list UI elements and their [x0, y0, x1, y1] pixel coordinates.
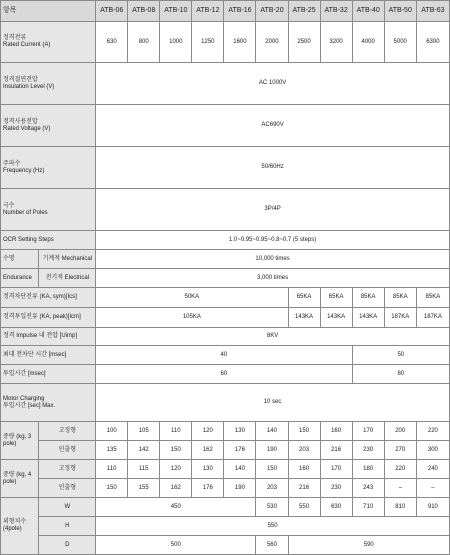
rated-current-value: 1000: [160, 22, 192, 63]
weight-4p-draw-value: 216: [288, 479, 320, 498]
dimension-h-row: [1, 517, 450, 536]
dimension-w-value: 810: [384, 498, 416, 517]
rated-current-value: 1600: [224, 22, 256, 63]
closing-time-label: 투입시간 [msec]: [1, 365, 96, 384]
dimension-w-row: [1, 498, 450, 517]
rated-voltage-label-ko: 정격사용전압: [3, 118, 38, 125]
max-break-time-row: [1, 346, 450, 365]
weight-4p-fixed-label: 고정형: [39, 460, 96, 479]
weight-3p-fixed-value: 130: [224, 422, 256, 441]
breaking-current-row: [1, 288, 450, 308]
model-header: ATB-32: [320, 1, 352, 22]
endurance-mechanical-label: 기계적 Mechanical: [39, 250, 96, 269]
dimension-w-value: 630: [320, 498, 352, 517]
endurance-mechanical-value: 10,000 times: [96, 250, 450, 269]
ocr-label: OCR Setting Steps: [1, 231, 96, 250]
frequency-row: [1, 147, 450, 189]
weight-4p-draw-row: [1, 479, 450, 498]
ocr-value: 1.0~0.95~0.95~0.8~0.7 (5 steps): [96, 231, 450, 250]
weight-3p-draw-value: 300: [416, 441, 449, 460]
rated-current-value: 2000: [256, 22, 288, 63]
insulation-label: [1, 63, 96, 105]
weight-4p-label: 중량 (kg, 4 pole): [1, 460, 39, 498]
ocr-row: [1, 231, 450, 250]
endurance-label-ko: 수명: [1, 250, 39, 269]
dimension-h-value: 550: [96, 517, 450, 536]
motor-charging-value: 10 sec: [96, 384, 450, 422]
endurance-mechanical-row: [1, 250, 450, 269]
insulation-label-en: Insulation Level (V): [3, 83, 55, 90]
weight-3p-draw-value: 150: [160, 441, 192, 460]
motor-charging-label: [1, 384, 96, 422]
frequency-label-en: Frequency (Hz): [3, 167, 45, 174]
header-label: 항목: [1, 1, 96, 22]
weight-4p-fixed-value: 110: [96, 460, 128, 479]
weight-4p-fixed-value: 120: [160, 460, 192, 479]
endurance-electrical-row: [1, 269, 450, 288]
motor-charging-row: [1, 384, 450, 422]
model-header: ATB-08: [128, 1, 160, 22]
weight-3p-fixed-value: 160: [320, 422, 352, 441]
dimension-w-value: 550: [288, 498, 320, 517]
poles-label: [1, 189, 96, 231]
weight-3p-draw-value: 270: [384, 441, 416, 460]
weight-4p-draw-value: 150: [96, 479, 128, 498]
closing-time-value: 80: [352, 365, 449, 384]
making-current-label: 정격투입전류 (KA, peak)[Icm]: [1, 308, 96, 328]
model-header: ATB-25: [288, 1, 320, 22]
making-current-value: 143KA: [320, 308, 352, 328]
dimension-w-label: W: [39, 498, 96, 517]
weight-4p-draw-value: 230: [320, 479, 352, 498]
rated-current-row: [1, 22, 450, 63]
rated-current-value: 800: [128, 22, 160, 63]
dimension-w-value: 910: [416, 498, 449, 517]
rated-voltage-value: AC690V: [96, 105, 450, 147]
rated-current-value: 5000: [384, 22, 416, 63]
weight-3p-fixed-value: 100: [96, 422, 128, 441]
rated-current-value: 630: [96, 22, 128, 63]
weight-4p-fixed-value: 180: [352, 460, 384, 479]
breaking-current-value: 65KA: [320, 288, 352, 308]
weight-3p-draw-value: 230: [352, 441, 384, 460]
dimensions-label: 외형치수 (4pole): [1, 498, 39, 555]
endurance-electrical-label: 전기적 Electrical: [39, 269, 96, 288]
breaking-current-value: 50KA: [96, 288, 288, 308]
weight-4p-draw-value: 243: [352, 479, 384, 498]
max-break-time-value: 40: [96, 346, 353, 365]
weight-3p-draw-value: 203: [288, 441, 320, 460]
frequency-label: [1, 147, 96, 189]
weight-3p-draw-value: 190: [256, 441, 288, 460]
poles-value: 3P/4P: [96, 189, 450, 231]
weight-4p-draw-value: 155: [128, 479, 160, 498]
weight-3p-fixed-value: 220: [416, 422, 449, 441]
dimension-w-value: 450: [96, 498, 256, 517]
weight-3p-draw-value: 216: [320, 441, 352, 460]
weight-3p-fixed-value: 170: [352, 422, 384, 441]
weight-3p-draw-label: 인출형: [39, 441, 96, 460]
weight-4p-fixed-value: 220: [384, 460, 416, 479]
motor-charging-label-line2: 투입시간 [sec] Max.: [3, 402, 56, 409]
impulse-row: [1, 328, 450, 346]
dimension-h-label: H: [39, 517, 96, 536]
weight-3p-draw-value: 135: [96, 441, 128, 460]
model-header: ATB-50: [384, 1, 416, 22]
weight-3p-label: 중량 (kg, 3 pole): [1, 422, 39, 460]
making-current-value: 143KA: [352, 308, 384, 328]
rated-current-value: 2500: [288, 22, 320, 63]
weight-3p-fixed-value: 150: [288, 422, 320, 441]
model-header: ATB-20: [256, 1, 288, 22]
weight-4p-fixed-value: 160: [288, 460, 320, 479]
weight-4p-draw-value: 162: [160, 479, 192, 498]
rated-current-label-ko: 정격전류: [3, 35, 27, 42]
weight-3p-fixed-value: 105: [128, 422, 160, 441]
model-header: ATB-63: [416, 1, 449, 22]
weight-3p-fixed-label: 고정형: [39, 422, 96, 441]
insulation-value: AC 1000V: [96, 63, 450, 105]
max-break-time-label: 최대 전차단 시간 [msec]: [1, 346, 96, 365]
weight-3p-draw-row: [1, 441, 450, 460]
weight-4p-fixed-value: 150: [256, 460, 288, 479]
insulation-label-ko: 정격절연전압: [3, 76, 38, 83]
model-header: ATB-40: [352, 1, 384, 22]
weight-4p-fixed-value: 115: [128, 460, 160, 479]
weight-3p-fixed-value: 200: [384, 422, 416, 441]
dimension-w-value: 530: [256, 498, 288, 517]
weight-4p-fixed-row: [1, 460, 450, 479]
weight-4p-draw-label: 인출형: [39, 479, 96, 498]
weight-4p-fixed-value: 140: [224, 460, 256, 479]
poles-label-ko: 극수: [3, 202, 15, 209]
dimension-d-row: [1, 536, 450, 555]
model-header: ATB-10: [160, 1, 192, 22]
closing-time-value: 60: [96, 365, 353, 384]
breaking-current-label: 정격차단전류 (KA, sym)[Ics]: [1, 288, 96, 308]
rated-current-label: [1, 22, 96, 63]
weight-4p-draw-value: 203: [256, 479, 288, 498]
endurance-label-en: Endurance: [1, 269, 39, 288]
breaking-current-value: 65KA: [288, 288, 320, 308]
weight-4p-draw-value: 176: [192, 479, 224, 498]
rated-current-value: 1250: [192, 22, 224, 63]
making-current-row: [1, 308, 450, 328]
rated-voltage-label-en: Rated Voltage (V): [3, 125, 51, 132]
insulation-row: [1, 63, 450, 105]
rated-current-value: 6300: [416, 22, 449, 63]
weight-4p-fixed-value: 170: [320, 460, 352, 479]
header-row: [1, 1, 450, 22]
weight-3p-draw-value: 176: [224, 441, 256, 460]
breaking-current-value: 85KA: [352, 288, 384, 308]
making-current-value: 105KA: [96, 308, 288, 328]
weight-4p-fixed-value: 130: [192, 460, 224, 479]
breaking-current-value: 85KA: [384, 288, 416, 308]
rated-current-value: 3200: [320, 22, 352, 63]
rated-current-value: 4000: [352, 22, 384, 63]
impulse-label: 정격 Impulse 내 전압 [Uimp]: [1, 328, 96, 346]
breaking-current-value: 85KA: [416, 288, 449, 308]
weight-4p-draw-value: 190: [224, 479, 256, 498]
poles-label-en: Number of Poles: [3, 209, 48, 216]
rated-voltage-label: [1, 105, 96, 147]
weight-4p-draw-value: –: [384, 479, 416, 498]
weight-3p-draw-value: 142: [128, 441, 160, 460]
model-header: ATB-16: [224, 1, 256, 22]
weight-3p-fixed-value: 110: [160, 422, 192, 441]
poles-row: [1, 189, 450, 231]
making-current-value: 143KA: [288, 308, 320, 328]
model-header: ATB-06: [96, 1, 128, 22]
frequency-label-ko: 주파수: [3, 160, 21, 167]
closing-time-row: [1, 365, 450, 384]
weight-3p-fixed-value: 120: [192, 422, 224, 441]
rated-voltage-row: [1, 105, 450, 147]
dimension-d-value: 590: [288, 536, 449, 555]
model-header: ATB-12: [192, 1, 224, 22]
dimension-d-label: D: [39, 536, 96, 555]
weight-4p-draw-value: –: [416, 479, 449, 498]
impulse-value: 8KV: [96, 328, 450, 346]
rated-current-label-en: Rated Current (A): [3, 42, 51, 48]
weight-3p-fixed-row: [1, 422, 450, 441]
weight-3p-fixed-value: 140: [256, 422, 288, 441]
weight-3p-draw-value: 162: [192, 441, 224, 460]
motor-charging-label-line1: Motor Charging: [3, 395, 45, 402]
weight-4p-fixed-value: 240: [416, 460, 449, 479]
making-current-value: 187KA: [384, 308, 416, 328]
max-break-time-value: 50: [352, 346, 449, 365]
making-current-value: 187KA: [416, 308, 449, 328]
dimension-d-value: 500: [96, 536, 256, 555]
endurance-electrical-value: 3,000 times: [96, 269, 450, 288]
dimension-d-value: 560: [256, 536, 288, 555]
frequency-value: 50/60Hz: [96, 147, 450, 189]
dimension-w-value: 710: [352, 498, 384, 517]
